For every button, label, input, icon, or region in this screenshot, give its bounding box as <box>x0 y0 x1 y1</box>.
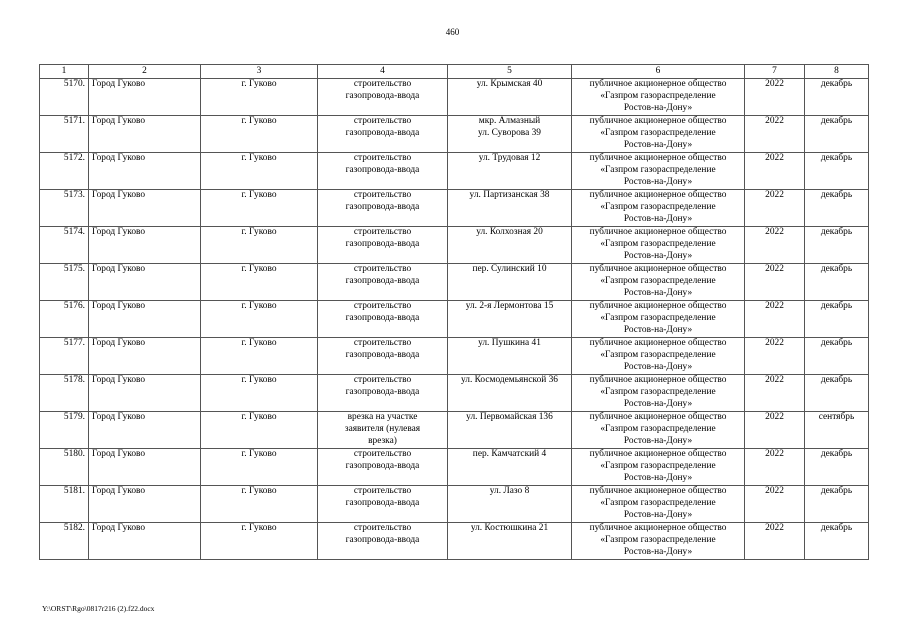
settlement-cell: г. Гуково <box>201 116 318 153</box>
district-cell: Город Гуково <box>89 79 201 116</box>
column-header: 8 <box>805 65 869 79</box>
column-header: 6 <box>572 65 745 79</box>
address-line: ул. Партизанская 38 <box>469 190 550 200</box>
month-cell: декабрь <box>805 190 869 227</box>
settlement-cell: г. Гуково <box>201 375 318 412</box>
work-type-cell <box>318 153 448 190</box>
address-line: ул. Космодемьянской 36 <box>461 375 558 385</box>
work-type-cell <box>318 264 448 301</box>
work-type-line: газопровода-ввода <box>345 201 420 212</box>
organization-line: Ростов-на-Дону» <box>623 139 693 150</box>
table-row <box>40 79 869 116</box>
month-cell: декабрь <box>805 301 869 338</box>
work-type-cell <box>318 449 448 486</box>
work-type-line: газопровода-ввода <box>345 386 420 397</box>
work-type-line: строительство <box>353 486 412 496</box>
month-cell: декабрь <box>805 486 869 523</box>
organization-line: публичное акционерное общество <box>589 190 727 200</box>
work-type-line: газопровода-ввода <box>345 164 420 175</box>
organization-line: «Газпром газораспределение <box>600 423 716 434</box>
work-type-line: газопровода-ввода <box>345 312 420 323</box>
work-type-line: газопровода-ввода <box>345 127 420 138</box>
settlement-cell: г. Гуково <box>201 301 318 338</box>
month-cell: декабрь <box>805 523 869 560</box>
column-header: 2 <box>89 65 201 79</box>
year-cell: 2022 <box>745 449 805 486</box>
work-type-cell <box>318 190 448 227</box>
organization-line: публичное акционерное общество <box>589 79 727 89</box>
row-number-cell: 5179. <box>40 412 89 449</box>
address-cell <box>448 523 572 560</box>
row-number-cell: 5173. <box>40 190 89 227</box>
table-row <box>40 449 869 486</box>
work-type-line: строительство <box>353 449 412 459</box>
month-cell: декабрь <box>805 338 869 375</box>
registry-table <box>39 64 869 560</box>
work-type-line: газопровода-ввода <box>345 497 420 508</box>
work-type-line: строительство <box>353 116 412 126</box>
settlement-cell: г. Гуково <box>201 486 318 523</box>
district-cell: Город Гуково <box>89 375 201 412</box>
organization-line: «Газпром газораспределение <box>600 164 716 175</box>
row-number-cell: 5182. <box>40 523 89 560</box>
organization-line: «Газпром газораспределение <box>600 349 716 360</box>
organization-cell <box>572 301 745 338</box>
district-cell: Город Гуково <box>89 338 201 375</box>
year-cell: 2022 <box>745 486 805 523</box>
organization-cell <box>572 190 745 227</box>
address-line: ул. Пушкина 41 <box>478 338 541 348</box>
row-number-cell: 5174. <box>40 227 89 264</box>
work-type-cell <box>318 301 448 338</box>
column-header: 3 <box>201 65 318 79</box>
year-cell: 2022 <box>745 375 805 412</box>
year-cell: 2022 <box>745 412 805 449</box>
month-cell: декабрь <box>805 449 869 486</box>
organization-line: Ростов-на-Дону» <box>623 176 693 187</box>
work-type-cell <box>318 486 448 523</box>
organization-cell <box>572 523 745 560</box>
row-number-cell: 5175. <box>40 264 89 301</box>
column-header: 1 <box>40 65 89 79</box>
work-type-line: строительство <box>353 227 412 237</box>
organization-line: Ростов-на-Дону» <box>623 509 693 520</box>
address-cell <box>448 227 572 264</box>
column-header: 7 <box>745 65 805 79</box>
work-type-line: строительство <box>353 264 412 274</box>
district-cell: Город Гуково <box>89 116 201 153</box>
work-type-cell <box>318 116 448 153</box>
organization-line: публичное акционерное общество <box>589 153 727 163</box>
settlement-cell: г. Гуково <box>201 523 318 560</box>
organization-line: публичное акционерное общество <box>589 227 727 237</box>
organization-cell <box>572 153 745 190</box>
organization-line: публичное акционерное общество <box>589 264 727 274</box>
work-type-line: строительство <box>353 338 412 348</box>
header-row <box>40 65 869 79</box>
table-row <box>40 153 869 190</box>
organization-line: «Газпром газораспределение <box>600 312 716 323</box>
work-type-cell <box>318 227 448 264</box>
year-cell: 2022 <box>745 79 805 116</box>
address-line: ул. Колхозная 20 <box>476 227 543 237</box>
work-type-line: врезка на участке <box>347 412 418 422</box>
address-line: ул. Суворова 39 <box>478 127 541 138</box>
row-number-cell: 5180. <box>40 449 89 486</box>
organization-line: публичное акционерное общество <box>589 523 727 533</box>
address-line: ул. Костюшкина 21 <box>470 523 549 533</box>
work-type-line: строительство <box>353 79 412 89</box>
work-type-cell <box>318 79 448 116</box>
district-cell: Город Гуково <box>89 301 201 338</box>
table-row <box>40 264 869 301</box>
work-type-line: газопровода-ввода <box>345 275 420 286</box>
address-line: ул. Лазо 8 <box>489 486 530 496</box>
organization-line: «Газпром газораспределение <box>600 534 716 545</box>
address-cell <box>448 375 572 412</box>
month-cell: декабрь <box>805 264 869 301</box>
organization-line: Ростов-на-Дону» <box>623 398 693 409</box>
organization-line: «Газпром газораспределение <box>600 275 716 286</box>
work-type-line: строительство <box>353 523 412 533</box>
organization-cell <box>572 338 745 375</box>
organization-line: «Газпром газораспределение <box>600 90 716 101</box>
organization-line: Ростов-на-Дону» <box>623 361 693 372</box>
organization-cell <box>572 486 745 523</box>
organization-line: Ростов-на-Дону» <box>623 435 693 446</box>
work-type-line: газопровода-ввода <box>345 90 420 101</box>
organization-line: публичное акционерное общество <box>589 375 727 385</box>
organization-line: Ростов-на-Дону» <box>623 250 693 261</box>
organization-line: «Газпром газораспределение <box>600 497 716 508</box>
district-cell: Город Гуково <box>89 227 201 264</box>
district-cell: Город Гуково <box>89 449 201 486</box>
address-line: ул. Трудовая 12 <box>478 153 541 163</box>
address-line: мкр. Алмазный <box>478 116 541 126</box>
work-type-line: газопровода-ввода <box>345 349 420 360</box>
organization-line: «Газпром газораспределение <box>600 460 716 471</box>
district-cell: Город Гуково <box>89 264 201 301</box>
address-line: пер. Сулинский 10 <box>472 264 547 274</box>
address-line: ул. Первомайская 136 <box>466 412 553 422</box>
table-row <box>40 338 869 375</box>
organization-line: «Газпром газораспределение <box>600 127 716 138</box>
row-number-cell: 5170. <box>40 79 89 116</box>
work-type-cell <box>318 338 448 375</box>
month-cell: декабрь <box>805 227 869 264</box>
organization-line: публичное акционерное общество <box>589 486 727 496</box>
work-type-line: газопровода-ввода <box>345 460 420 471</box>
organization-cell <box>572 412 745 449</box>
address-line: ул. Крымская 40 <box>476 79 543 89</box>
work-type-cell <box>318 375 448 412</box>
table-row <box>40 190 869 227</box>
column-header: 4 <box>318 65 448 79</box>
address-cell <box>448 79 572 116</box>
work-type-cell <box>318 523 448 560</box>
file-path-footer: Y:\ORST\Rgo\0817r216 (2).f22.docx <box>42 604 155 613</box>
organization-line: Ростов-на-Дону» <box>623 213 693 224</box>
organization-cell <box>572 264 745 301</box>
organization-cell <box>572 449 745 486</box>
work-type-line: строительство <box>353 301 412 311</box>
year-cell: 2022 <box>745 523 805 560</box>
organization-line: Ростов-на-Дону» <box>623 546 693 557</box>
table-row <box>40 375 869 412</box>
work-type-line: газопровода-ввода <box>345 238 420 249</box>
month-cell: декабрь <box>805 116 869 153</box>
year-cell: 2022 <box>745 116 805 153</box>
address-cell <box>448 153 572 190</box>
district-cell: Город Гуково <box>89 523 201 560</box>
table-row <box>40 486 869 523</box>
row-number-cell: 5176. <box>40 301 89 338</box>
row-number-cell: 5177. <box>40 338 89 375</box>
organization-cell <box>572 79 745 116</box>
year-cell: 2022 <box>745 264 805 301</box>
address-cell <box>448 264 572 301</box>
work-type-line: строительство <box>353 153 412 163</box>
table-row <box>40 523 869 560</box>
address-cell <box>448 301 572 338</box>
address-cell <box>448 190 572 227</box>
organization-line: публичное акционерное общество <box>589 412 727 422</box>
settlement-cell: г. Гуково <box>201 449 318 486</box>
settlement-cell: г. Гуково <box>201 153 318 190</box>
settlement-cell: г. Гуково <box>201 338 318 375</box>
settlement-cell: г. Гуково <box>201 79 318 116</box>
organization-line: публичное акционерное общество <box>589 449 727 459</box>
organization-cell <box>572 227 745 264</box>
organization-line: публичное акционерное общество <box>589 301 727 311</box>
organization-line: публичное акционерное общество <box>589 116 727 126</box>
district-cell: Город Гуково <box>89 486 201 523</box>
organization-line: публичное акционерное общество <box>589 338 727 348</box>
column-header: 5 <box>448 65 572 79</box>
organization-line: Ростов-на-Дону» <box>623 102 693 113</box>
work-type-line: строительство <box>353 190 412 200</box>
month-cell: сентябрь <box>805 412 869 449</box>
work-type-cell <box>318 412 448 449</box>
work-type-line: газопровода-ввода <box>345 534 420 545</box>
organization-line: Ростов-на-Дону» <box>623 287 693 298</box>
district-cell: Город Гуково <box>89 412 201 449</box>
settlement-cell: г. Гуково <box>201 227 318 264</box>
organization-cell <box>572 375 745 412</box>
work-type-line: врезка) <box>368 435 397 446</box>
year-cell: 2022 <box>745 338 805 375</box>
address-cell <box>448 338 572 375</box>
address-cell <box>448 116 572 153</box>
settlement-cell: г. Гуково <box>201 412 318 449</box>
table-row <box>40 227 869 264</box>
address-cell <box>448 412 572 449</box>
settlement-cell: г. Гуково <box>201 264 318 301</box>
organization-line: Ростов-на-Дону» <box>623 324 693 335</box>
page-number: 460 <box>445 27 460 37</box>
organization-cell <box>572 116 745 153</box>
address-line: пер. Камчатский 4 <box>472 449 547 459</box>
year-cell: 2022 <box>745 190 805 227</box>
row-number-cell: 5172. <box>40 153 89 190</box>
month-cell: декабрь <box>805 153 869 190</box>
row-number-cell: 5178. <box>40 375 89 412</box>
district-cell: Город Гуково <box>89 190 201 227</box>
district-cell: Город Гуково <box>89 153 201 190</box>
work-type-line: строительство <box>353 375 412 385</box>
work-type-line: заявителя (нулевая <box>344 423 421 434</box>
organization-line: «Газпром газораспределение <box>600 386 716 397</box>
settlement-cell: г. Гуково <box>201 190 318 227</box>
address-cell <box>448 486 572 523</box>
address-line: ул. 2-я Лермонтова 15 <box>465 301 554 311</box>
year-cell: 2022 <box>745 153 805 190</box>
address-cell <box>448 449 572 486</box>
organization-line: «Газпром газораспределение <box>600 238 716 249</box>
organization-line: Ростов-на-Дону» <box>623 472 693 483</box>
year-cell: 2022 <box>745 227 805 264</box>
month-cell: декабрь <box>805 375 869 412</box>
table-row <box>40 301 869 338</box>
organization-line: «Газпром газораспределение <box>600 201 716 212</box>
table-row <box>40 116 869 153</box>
table-row <box>40 412 869 449</box>
row-number-cell: 5181. <box>40 486 89 523</box>
year-cell: 2022 <box>745 301 805 338</box>
month-cell: декабрь <box>805 79 869 116</box>
row-number-cell: 5171. <box>40 116 89 153</box>
